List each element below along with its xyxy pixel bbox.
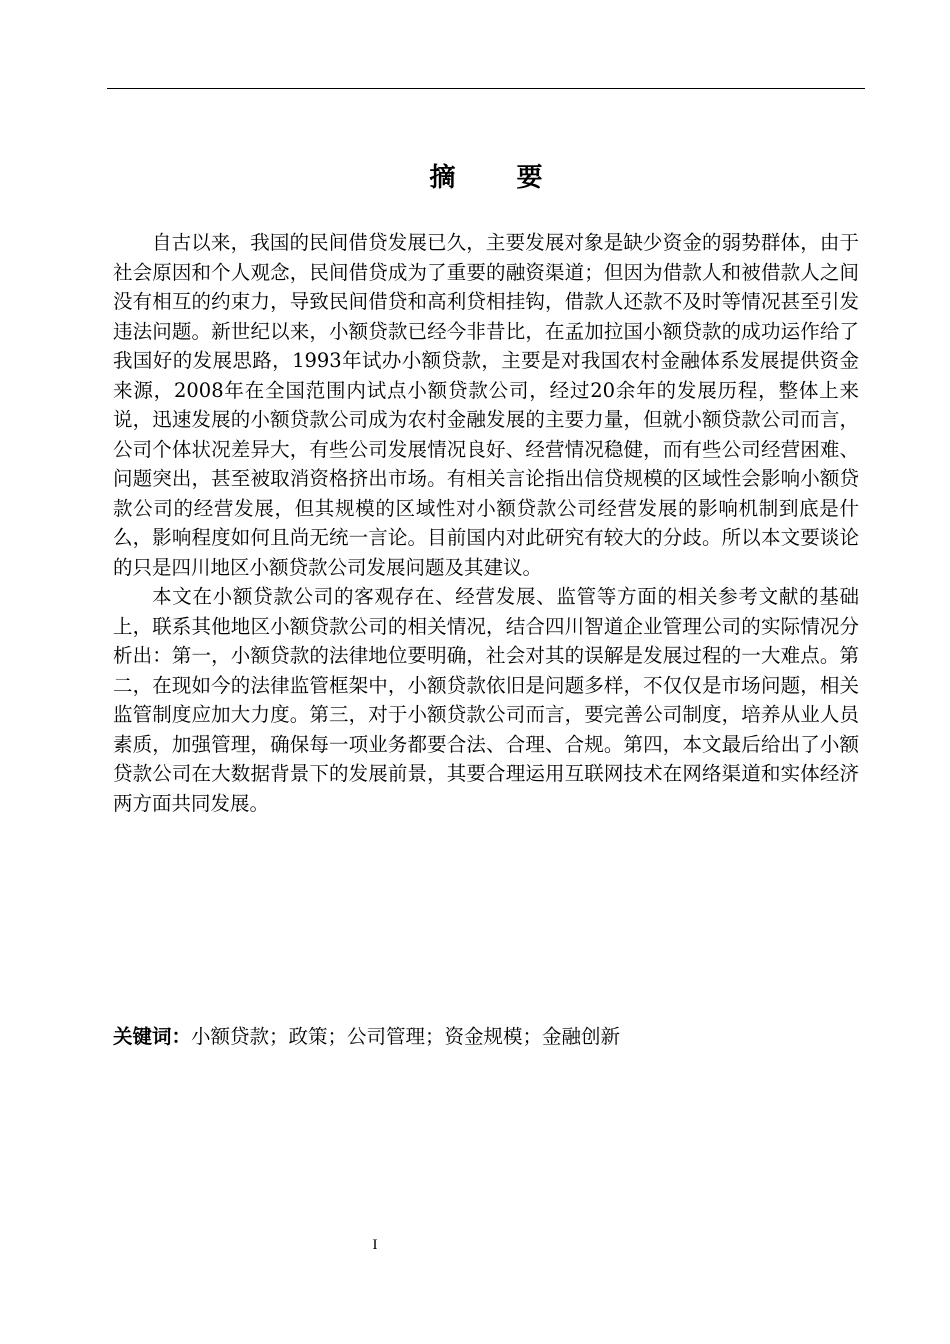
page-number: I <box>372 1237 378 1253</box>
header-rule <box>107 88 865 89</box>
keywords-line <box>113 1022 859 1052</box>
abstract-title: 摘 要 <box>429 163 569 193</box>
keywords-text: 小额贷款；政策；公司管理；资金规模；金融创新 <box>191 1025 621 1048</box>
keywords-label: 关键词： <box>113 1025 192 1048</box>
abstract-body <box>113 228 859 818</box>
abstract-paragraph-2: 本文在小额贷款公司的客观存在、经营发展、监管等方面的相关参考文献的基础上，联系其他地区小额贷款公司的相关情况，结合四川智道企业管理公司的实际情况分析出：第一，小额贷款的法律地位要明确，社会对其的误解是发展过程的一大难点。第二，在现如今的法律监管框架中，小额贷款依旧是问题多样，不仅仅是市场问题，相关监管制度应加大力度。第三，对于小额贷款公司而言，要完善公司制度，培养从业人员素质，加强管理，确保每一项业务都要合法、合理、合规。第四，本文最后给出了小额贷款公司在大数据背景下的发展前景，其要合理运用互联网技术在网络渠道和实体经济两方面共同发展。 <box>113 585 859 815</box>
abstract-paragraph-1: 自古以来，我国的民间借贷发展已久，主要发展对象是缺少资金的弱势群体，由于社会原因和个人观念，民间借贷成为了重要的融资渠道；但因为借款人和被借款人之间没有相互的约束力，导致民间借贷和高利贷相挂钩，借款人还款不及时等情况甚至引发违法问题。新世纪以来，小额贷款已经今非昔比，在孟加拉国小额贷款的成功运作给了我国好的发展思路，1993年试办小额贷款，主要是对我国农村金融体系发展提供资金来源，2008年在全国范围内试点小额贷款公司，经过20余年的发展历程，整体上来说，迅速发展的小额贷款公司成为农村金融发展的主要力量，但就小额贷款公司而言，公司个体状况差异大，有些公司发展情况良好、经营情况稳健，而有些公司经营困难、问题突出，甚至被取消资格挤出市场。有相关言论指出信贷规模的区域性会影响小额贷款公司的经营发展，但其规模的区域性对小额贷款公司经营发展的影响机制到底是什么，影响程度如何且尚无统一言论。目前国内对此研究有较大的分歧。所以本文要谈论的只是四川地区小额贷款公司发展问题及其建议。 <box>113 231 859 579</box>
